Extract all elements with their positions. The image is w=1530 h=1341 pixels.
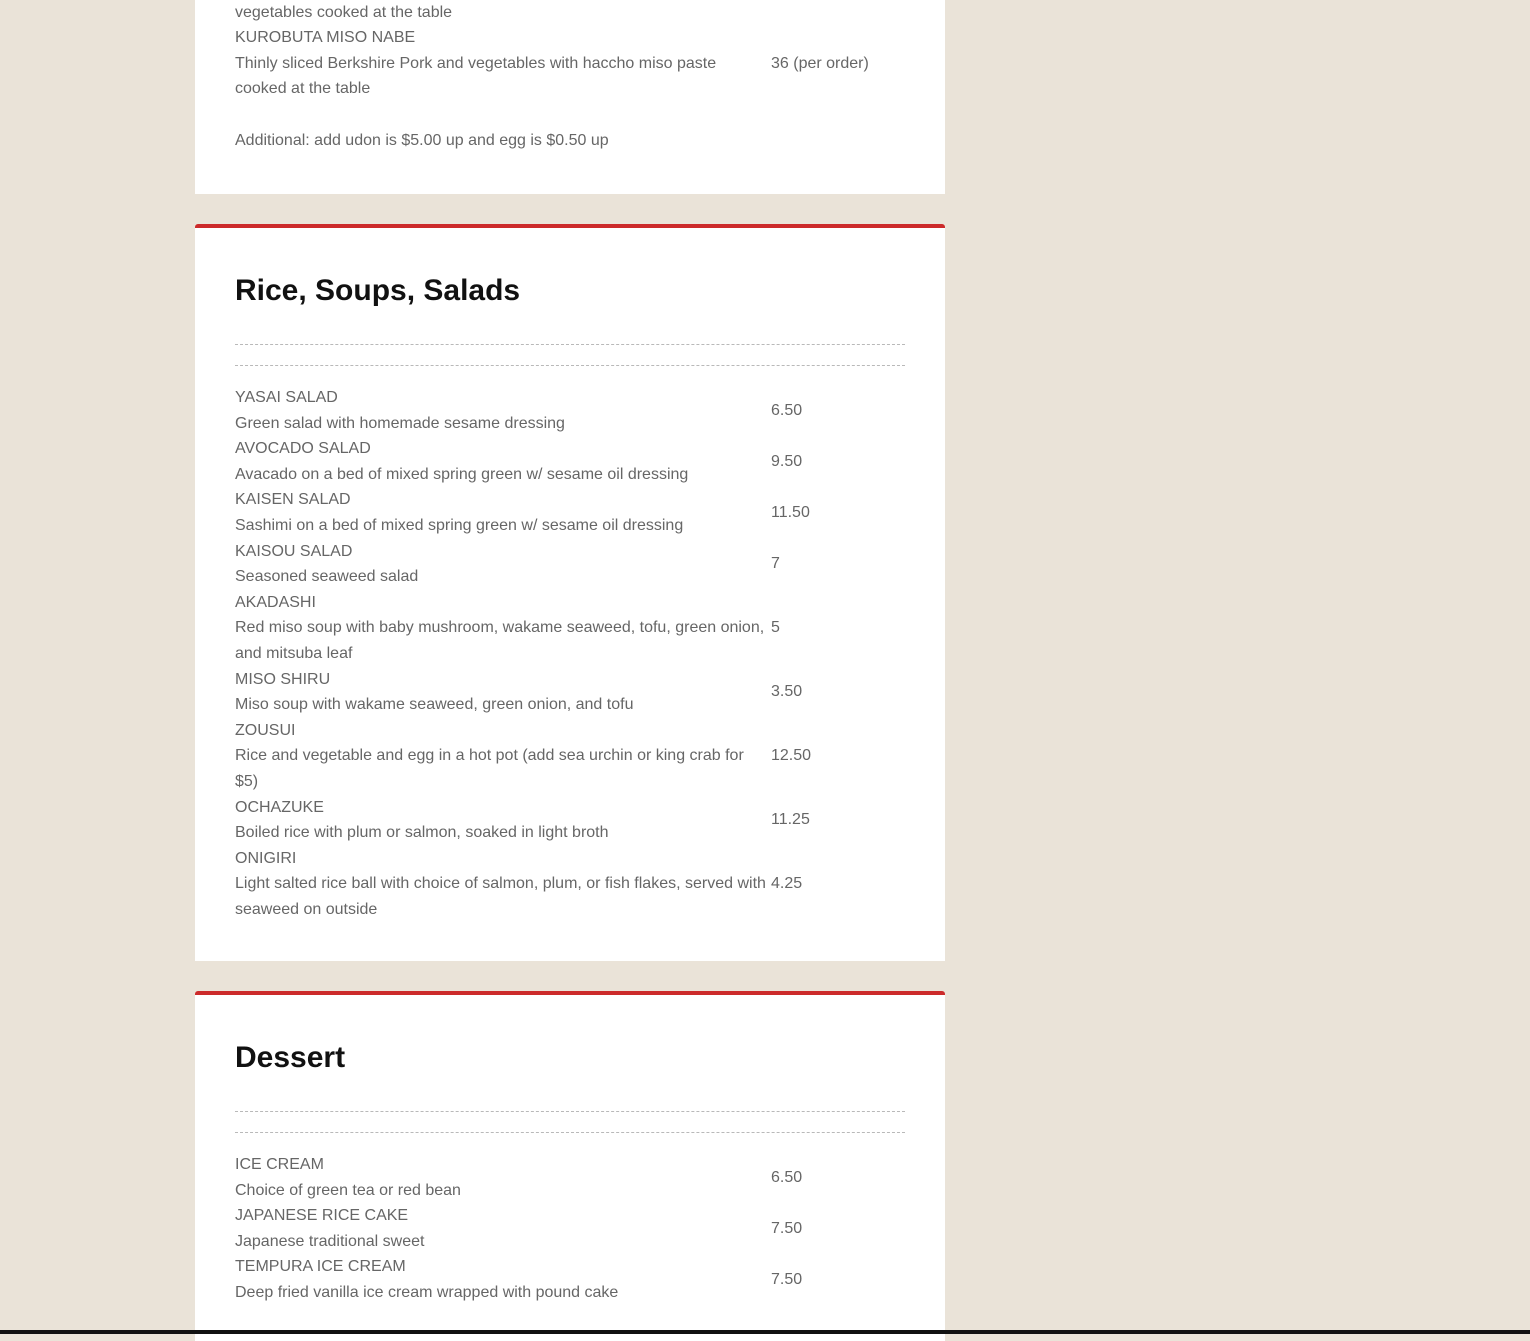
menu-item-text xyxy=(235,487,771,538)
menu-item-price: 9.50 xyxy=(771,452,803,470)
hot-pot-section-card xyxy=(195,0,945,194)
divider xyxy=(235,1132,905,1133)
menu-item-name: KAISOU SALAD xyxy=(235,542,353,560)
menu-item xyxy=(235,795,905,846)
menu-item-name: ZOUSUI xyxy=(235,721,296,739)
menu-item-name: YASAI SALAD xyxy=(235,389,338,406)
menu-item-price: 7 xyxy=(771,555,780,573)
menu-item-description: Light salted rice ball with choice of salmon, plum, or fish flakes, served with seaweed on outside xyxy=(235,875,766,918)
menu-item xyxy=(235,718,905,795)
menu-item-price: 4.25 xyxy=(771,875,803,893)
menu-item-text xyxy=(235,590,771,667)
menu-item-description: Seasoned seaweed salad xyxy=(235,568,419,586)
menu-item-description: Sashimi on a bed of mixed spring green w/ sesame oil dressing xyxy=(235,516,684,534)
menu-item-description: Choice of green tea or red bean xyxy=(235,1181,461,1199)
menu-item-description: Green salad with homemade sesame dressing xyxy=(235,414,565,432)
menu-item xyxy=(235,487,905,538)
menu-item-text xyxy=(235,1152,771,1203)
menu-item-price: 12.50 xyxy=(771,747,812,765)
menu-item-price: 6.50 xyxy=(771,401,803,419)
menu-item-name: KUROBUTA MISO NABE xyxy=(235,29,416,46)
menu-item xyxy=(235,1152,905,1203)
menu-item-description: Boiled rice with plum or salmon, soaked in light broth xyxy=(235,824,609,842)
menu-item xyxy=(235,25,905,102)
menu-item-text xyxy=(235,795,771,846)
menu-item xyxy=(235,1254,905,1305)
bottom-edge-bar xyxy=(0,1330,1530,1334)
menu-item-price: 11.50 xyxy=(771,504,810,522)
menu-item-description: Thinly sliced Berkshire Pork and vegetables with haccho miso paste cooked at the table xyxy=(235,54,717,98)
menu-item-text xyxy=(235,846,771,923)
rice-soups-salads-card xyxy=(195,224,945,961)
menu-item-name: ONIGIRI xyxy=(235,849,297,867)
menu-item-name: AKADASHI xyxy=(235,593,316,611)
menu-item-description: Red miso soup with baby mushroom, wakame seaweed, tofu, green onion, and mitsuba leaf xyxy=(235,619,765,662)
menu-item-text xyxy=(235,436,771,487)
menu-item xyxy=(235,385,905,436)
section-title: Dessert xyxy=(235,1041,346,1074)
menu-item-text xyxy=(235,667,771,718)
menu-item xyxy=(235,846,905,923)
menu-item xyxy=(235,539,905,590)
menu-item-name: TEMPURA ICE CREAM xyxy=(235,1258,406,1276)
menu-item-description: Miso soup with wakame seaweed, green onion, and tofu xyxy=(235,696,634,714)
divider xyxy=(235,344,905,345)
menu-item xyxy=(235,590,905,667)
menu-item-name: KAISEN SALAD xyxy=(235,491,351,509)
menu-column xyxy=(195,0,945,1341)
menu-item-text xyxy=(235,718,771,795)
divider xyxy=(235,365,905,366)
menu-item-text xyxy=(235,25,771,102)
menu-item-price: 6.50 xyxy=(771,1168,803,1186)
menu-item-text xyxy=(235,539,771,590)
additional-note: Additional: add udon is $5.00 up and egg is $0.50 up xyxy=(235,132,609,149)
menu-item-text xyxy=(235,1254,771,1305)
menu-item-list xyxy=(235,385,905,922)
menu-item-description: Deep fried vanilla ice cream wrapped with pound cake xyxy=(235,1283,619,1301)
menu-item-name: AVOCADO SALAD xyxy=(235,440,371,458)
partial-description-line: vegetables cooked at the table xyxy=(235,4,453,21)
menu-item-name: MISO SHIRU xyxy=(235,670,331,688)
menu-item-price: 3.50 xyxy=(771,683,803,701)
menu-item-list xyxy=(235,25,905,102)
menu-item xyxy=(235,436,905,487)
menu-item-text xyxy=(235,1203,771,1254)
menu-item-description: Japanese traditional sweet xyxy=(235,1232,425,1250)
menu-item-price: 11.25 xyxy=(771,811,810,829)
section-title: Rice, Soups, Salads xyxy=(235,274,521,307)
menu-item-price: 5 xyxy=(771,619,780,637)
menu-item-text xyxy=(235,385,771,436)
divider xyxy=(235,1111,905,1112)
menu-item-name: ICE CREAM xyxy=(235,1156,324,1173)
dessert-card xyxy=(195,991,945,1341)
menu-item-description: Avacado on a bed of mixed spring green w/ sesame oil dressing xyxy=(235,465,689,483)
menu-item-price: 7.50 xyxy=(771,1271,803,1289)
menu-item xyxy=(235,667,905,718)
menu-item-price: 36 (per order) xyxy=(771,54,869,72)
menu-item-price: 7.50 xyxy=(771,1219,803,1237)
menu-item-name: JAPANESE RICE CAKE xyxy=(235,1207,409,1225)
menu-item-name: OCHAZUKE xyxy=(235,798,324,816)
menu-item xyxy=(235,1203,905,1254)
menu-item-list xyxy=(235,1152,905,1306)
menu-item-description: Rice and vegetable and egg in a hot pot (add sea urchin or king crab for $5) xyxy=(235,747,744,790)
